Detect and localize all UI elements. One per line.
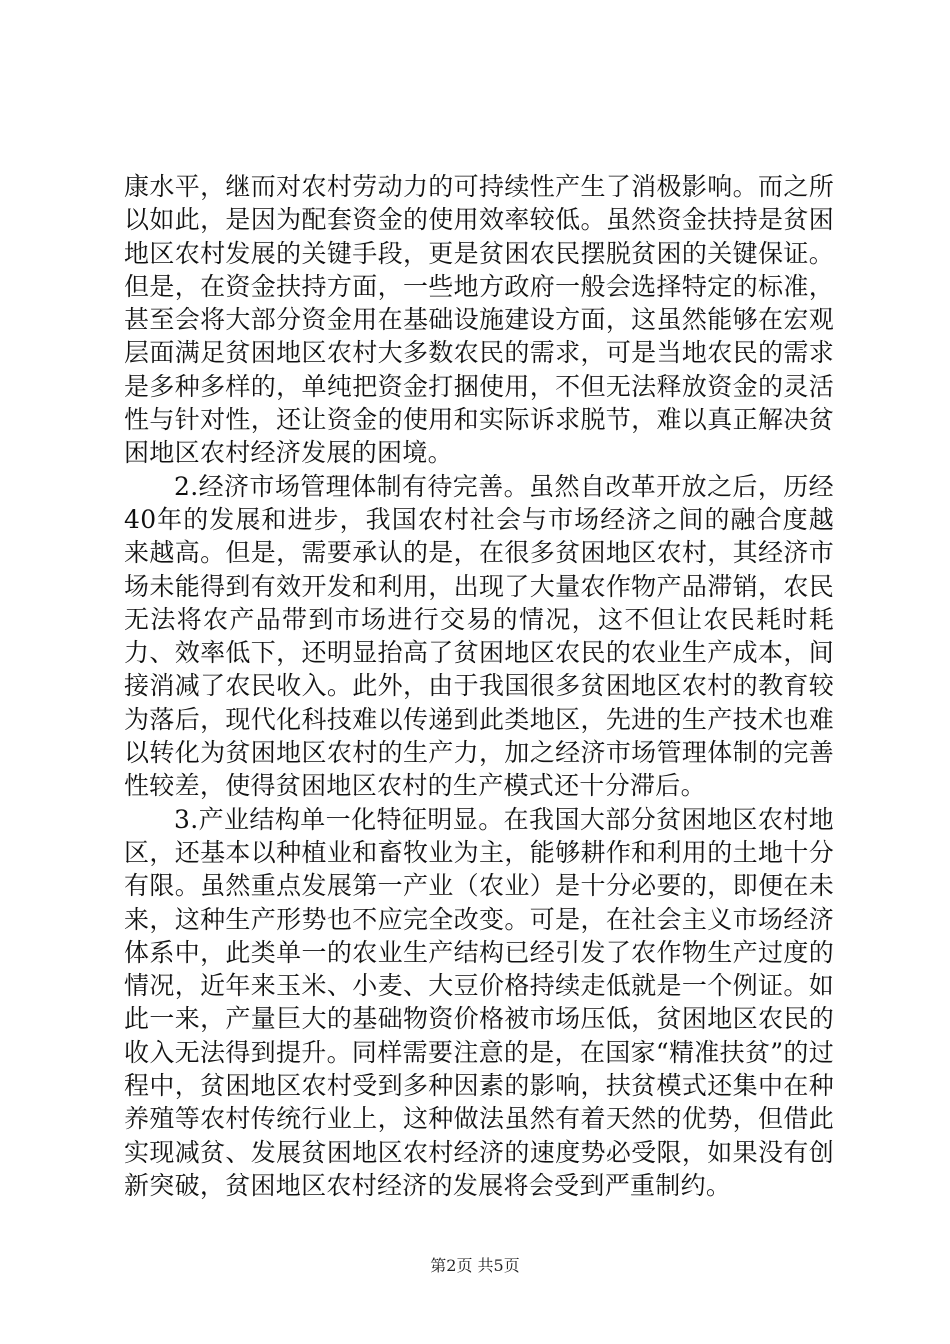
paragraph-market-management: 2.经济市场管理体制有待完善。虽然自改革开放之后，历经40年的发展和进步，我国农村社会与市场经济之间的融合度越来越高。但是，需要承认的是，在很多贫困地区农村，其经济市场未能得到有效开发和利用，出现了大量农作物产品滞销，农民无法将农产品带到市场进行交易的情况，这不但让农民耗时耗力、效率低下，还明显抬高了贫困地区农民的农业生产成本，间接消减了农民收入。此外，由于我国很多贫困地区农村的教育较为落后，现代化科技难以传递到此类地区，先进的生产技术也难以转化为贫困地区农村的生产力，加之经济市场管理体制的完善性较差，使得贫困地区农村的生产模式还十分滞后。 bbox=[124, 471, 834, 801]
page-number-footer: 第2页 共5页 bbox=[430, 1256, 520, 1275]
paragraph-industry-structure: 3.产业结构单一化特征明显。在我国大部分贫困地区农村地区，还基本以种植业和畜牧业为主，能够耕作和利用的土地十分有限。虽然重点发展第一产业（农业）是十分必要的，即便在未来，这种生产形势也不应完全改变。可是，在社会主义市场经济体系中，此类单一的农业生产结构已经引发了农作物生产过度的情况，近年来玉米、小麦、大豆价格持续走低就是一个例证。如此一来，产量巨大的基础物资价格被市场压低，贫困地区农民的收入无法得到提升。同样需要注意的是，在国家“精准扶贫”的过程中，贫困地区农村受到多种因素的影响，扶贫模式还集中在种养殖等农村传统行业上，这种做法虽然有着天然的优势，但借此实现减贫、发展贫困地区农村经济的速度势必受限，如果没有创新突破，贫困地区农村经济的发展将会受到严重制约。 bbox=[124, 804, 834, 1200]
document-body bbox=[124, 170, 834, 1202]
paragraph-continuation: 康水平，继而对农村劳动力的可持续性产生了消极影响。而之所以如此，是因为配套资金的使用效率较低。虽然资金扶持是贫困地区农村发展的关键手段，更是贫困农民摆脱贫困的关键保证。但是，在资金扶持方面，一些地方政府一般会选择特定的标准，甚至会将大部分资金用在基础设施建设方面，这虽然能够在宏观层面满足贫困地区农村大多数农民的需求，可是当地农民的需求是多种多样的，单纯把资金打捆使用，不但无法释放资金的灵活性与针对性，还让资金的使用和实际诉求脱节，难以真正解决贫困地区农村经济发展的困境。 bbox=[124, 172, 834, 468]
